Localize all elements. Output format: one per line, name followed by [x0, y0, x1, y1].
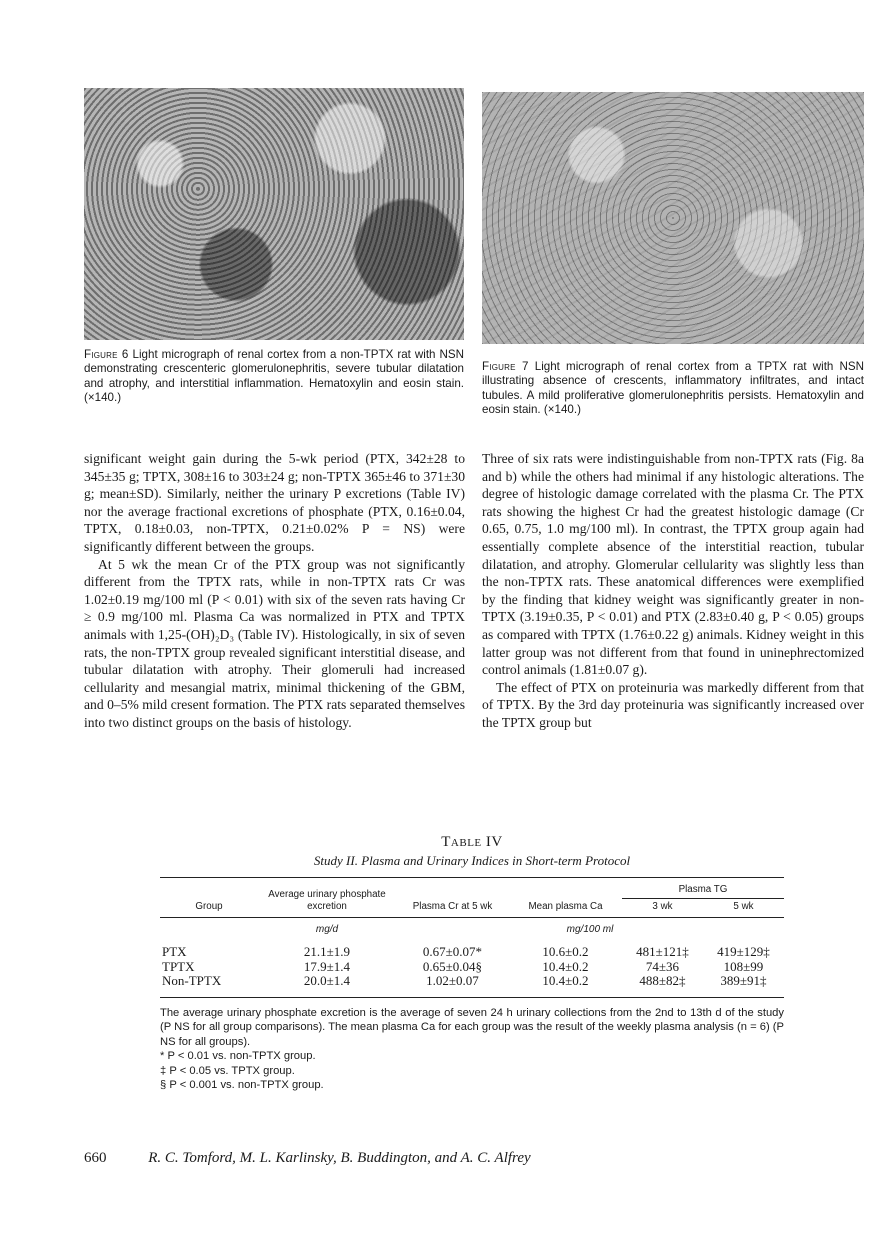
table-footnote: * P < 0.01 vs. non-TPTX group. [160, 1050, 316, 1063]
cell-cr: 0.65±0.04§ [422, 958, 483, 974]
cell-cr: 1.02±0.07 [426, 973, 479, 988]
cell-ca: 10.6±0.2 [542, 944, 589, 959]
cell-group: Non-TPTX [162, 973, 222, 988]
cell-tg5: 389±91‡ [720, 973, 767, 988]
figure-6-label: Figure 6 [84, 348, 129, 361]
right-paragraph-2: The effect of PTX on proteinuria was markedly different from that of TPTX. By the 3rd day proteinuria was significantly increased over the TPTX group but [482, 679, 864, 730]
cell-urinary: 20.0±1.4 [303, 973, 351, 988]
left-paragraph-1: significant weight gain during the 5-wk period (PTX, 342±28 to 345±35 g; TPTX, 308±16 to 303±24 g; non-TPTX 365±46 to 371±30 g; mean±SD). Similarly, neither the urinary P excretions (Table IV) nor the average fractional excretions of phosphate (PTX, 0.16±0.04, TPTX, 0.18±0.03, non-TPTX, 0.21±0.02% P = NS) were significantly different between the groups. [84, 451, 465, 554]
units-urinary: mg/d [315, 924, 339, 935]
cell-urinary: 17.9±1.4 [303, 958, 351, 974]
author-line: R. C. Tomford, M. L. Karlinsky, B. Buddington, and A. C. Alfrey [148, 1150, 531, 1166]
figure-7-micrograph-image [482, 92, 864, 344]
cell-ca: 10.4±0.2 [542, 973, 589, 988]
cell-group: PTX [162, 944, 187, 959]
cell-tg3: 488±82‡ [639, 973, 686, 988]
cell-cr: 0.67±0.07* [422, 944, 483, 959]
body-left-column [84, 450, 465, 732]
cell-tg5: 108±99 [723, 958, 764, 974]
table-title: Table IV [441, 834, 503, 850]
table-footnote: The average urinary phosphate excretion is the average of seven 24 h urinary collections from the 2nd to 13th d of the study (P NS for all group comparisons). The mean plasma Ca for each group was the result of the weekly plasma analysis (n = 6) (P NS for all groups). [160, 1006, 784, 1048]
header-tg-5wk: 5 wk [733, 900, 754, 912]
table-row [160, 974, 784, 997]
figure-7-caption [482, 360, 864, 418]
left-paragraph-2: At 5 wk the mean Cr of the PTX group was not significantly different from the TPTX rats, while in non-TPTX rats Cr was 1.02±0.19 mg/100 ml (P < 0.01) with six of the seven rats having Cr ≥ 0.9 mg/100 ml. Plasma Ca was normalized in PTX and TPTX animals with 1,25-(OH)₂D₃ (Table IV). Histologically, in six of seven rats, the non-TPTX group revealed significant interstitial disease, and tubular dilatation with atrophy. Their glomeruli had increased cellularity and mesangial matrix, minimal thickening of the GBM, and 0–5% mild cresent formation. The PTX rats separated themselves into two distinct groups on the basis of histology. [84, 556, 465, 730]
figure-6-caption [84, 348, 464, 406]
right-paragraph-1: Three of six rats were indistinguishable from non-TPTX rats (Fig. 8a and b) while the others had minimal if any histologic alterations. The degree of histologic damage correlated with the plasma Cr. The PTX rats showing the highest Cr had the greatest histologic damage (Cr 0.65, 0.75, 1.0 mg/100 ml). In contrast, the TPTX group again had essentially complete absence of the interstitial reaction, tubular dilatation, and atrophy. Glomerular cellularity was slightly less than the non-TPTX rats. These anatomical differences were exemplified by the finding that kidney weight was significantly greater in non-TPTX (3.19±0.35, P < 0.01) and PTX (2.83±0.40 g, P < 0.05) groups as compared with TPTX (1.76±0.22 g) animals. Kidney weight in this latter group was not different from that found in uninephrectomized control animals (1.81±0.07 g). [482, 451, 864, 678]
cell-tg3: 481±121‡ [636, 944, 689, 959]
page-footer [84, 1150, 531, 1167]
page-number: 660 [84, 1150, 107, 1166]
cell-tg3: 74±36 [645, 958, 680, 974]
table-subtitle: Study II. Plasma and Urinary Indices in Short-term Protocol [313, 853, 631, 868]
header-tg-3wk: 3 wk [652, 900, 673, 912]
cell-ca: 10.4±0.2 [542, 958, 589, 974]
figure-7 [482, 92, 864, 418]
header-plasma-tg: Plasma TG [622, 878, 784, 899]
table-footnote: ‡ P < 0.05 vs. TPTX group. [160, 1064, 295, 1077]
body-right-column [482, 450, 864, 732]
header-group: Group [195, 900, 223, 912]
header-urinary: Average urinary phosphate excretion [268, 889, 386, 912]
figure-7-caption-text: Light micrograph of renal cortex from a TPTX rat with NSN illustrating absence of crescents, inflammatory infiltrates, and intact tubules. A mild proliferative glomerulonephritis persists. Hematoxylin and eosin stain. (×140.) [482, 360, 864, 417]
table-footnotes [160, 1006, 784, 1094]
figure-6 [84, 88, 464, 406]
table-iv [160, 834, 784, 1093]
header-plasma-cr: Plasma Cr at 5 wk [412, 900, 493, 912]
units-plasma: mg/100 ml [566, 924, 614, 935]
cell-tg5: 419±129‡ [717, 944, 770, 959]
table-footnote: § P < 0.001 vs. non-TPTX group. [160, 1079, 324, 1092]
figure-7-label: Figure 7 [482, 360, 529, 373]
figure-6-caption-text: Light micrograph of renal cortex from a non-TPTX rat with NSN demonstrating crescenteric glomerulonephritis, severe tubular dilatation and atrophy, and interstitial inflammation. Hematoxylin and eosin stain. (×140.) [84, 348, 465, 405]
cell-urinary: 21.1±1.9 [303, 944, 351, 959]
table-row [160, 945, 784, 960]
cell-group: TPTX [162, 958, 195, 974]
figure-6-micrograph-image [84, 88, 464, 340]
table-row [160, 960, 784, 975]
table-grid [160, 877, 784, 998]
header-plasma-ca: Mean plasma Ca [528, 900, 603, 912]
